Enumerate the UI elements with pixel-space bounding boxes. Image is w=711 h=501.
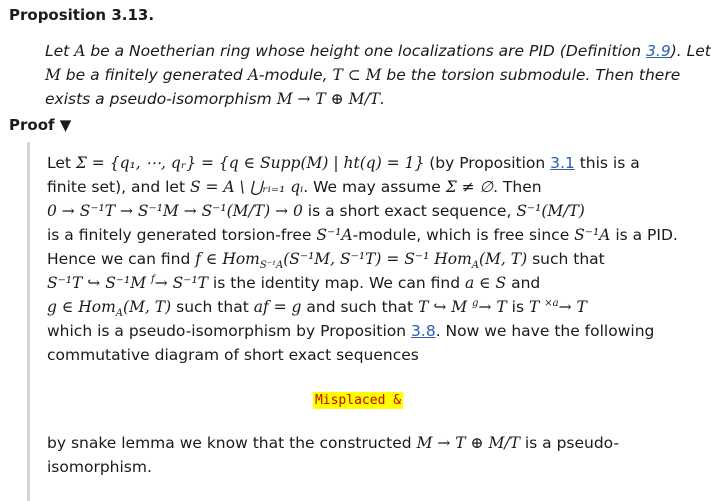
proof-text-run: is a finitely generated torsion-free <box>47 226 317 244</box>
math-target: T <box>491 298 507 316</box>
proof-text-run: Let <box>47 154 76 172</box>
proof-text-run: such that <box>527 250 605 268</box>
math-args: (M, T) <box>123 298 172 316</box>
proof-block <box>27 142 676 501</box>
proof-line-9: commutative diagram of short exact sequences <box>47 346 419 364</box>
proof-text-run: by snake lemma we know that the constructed <box>47 434 417 452</box>
math-target: S⁻¹T <box>167 274 208 292</box>
arrow-label: g <box>472 297 479 309</box>
statement-text: -module, <box>258 66 333 84</box>
math-A: A <box>74 42 86 60</box>
math-A: A <box>247 66 259 84</box>
labeled-arrow: $^f$→ <box>151 273 168 292</box>
proof-text-run: (by Proposition <box>424 154 551 172</box>
proposition-statement <box>45 40 711 112</box>
arrow-label: ×a <box>544 297 559 309</box>
proof-text <box>47 151 678 479</box>
statement-text: be the torsion submodule. Then there <box>381 66 681 84</box>
math-hom-equality: (S⁻¹M, S⁻¹T) = S⁻¹ Hom <box>283 250 472 268</box>
proof-text-run: this is a <box>574 154 640 172</box>
proof-toggle[interactable]: Proof ▼ <box>9 116 72 134</box>
arrow-label: f <box>151 273 155 285</box>
proof-text-run: . Then <box>493 178 542 196</box>
render-error: Misplaced & <box>314 393 402 408</box>
math-subscript: S⁻¹A <box>259 260 284 272</box>
math-inclusion: S⁻¹T ↪ S⁻¹M <box>47 274 152 292</box>
math-hom: f ∈ Hom <box>195 250 260 268</box>
proof-text-run: and <box>506 274 541 292</box>
math-sigma-set: Σ = {q₁, ⋯, qᵣ} = {q ∈ Supp(M) | ht(q) = 1} <box>75 154 425 172</box>
proof-line-2 <box>47 175 669 199</box>
math-inclusion: T ↪ M <box>418 298 473 316</box>
math-S-inv-A: S⁻¹A <box>316 226 353 244</box>
proof-line-5 <box>47 247 669 271</box>
proof-text-run: . Now we have the following <box>435 322 655 340</box>
proof-line-8 <box>47 319 669 343</box>
math-S-def: S = A \ ⋃ᵣᵢ₌₁ qᵢ <box>189 178 304 196</box>
math-af-eq-g: af = g <box>253 298 302 316</box>
proof-text-run: which is a pseudo-isomorphism by Proposition <box>47 322 412 340</box>
statement-line-1 <box>45 40 711 64</box>
math-quotient: S⁻¹(M/T) <box>516 202 585 220</box>
proof-text-run: such that <box>171 298 254 316</box>
statement-line-2 <box>45 64 681 88</box>
proof-text-run: is a pseudo- <box>519 434 620 452</box>
proof-text-run: is <box>506 298 529 316</box>
proposition-label: Proposition <box>9 6 107 24</box>
math-hom: g ∈ Hom <box>47 298 116 316</box>
math-source: T <box>528 298 545 316</box>
labeled-arrow: $^{\times a}$→ <box>544 297 572 316</box>
statement-text: . <box>380 90 385 108</box>
math-M: M <box>45 66 61 84</box>
statement-text: be a Noetherian ring whose height one localizations are PID (Definition <box>85 42 647 60</box>
proof-text-run: -module, which is free since <box>352 226 575 244</box>
proof-line-10 <box>47 431 669 455</box>
statement-text: exists a pseudo-isomorphism <box>45 90 277 108</box>
math-map: M → T ⊕ M/T <box>276 90 381 108</box>
statement-text: ). Let <box>670 42 711 60</box>
math-sigma-nonempty: Σ ≠ ∅ <box>445 178 494 196</box>
proof-line-7 <box>47 295 669 319</box>
math-exact-sequence: 0 → S⁻¹T → S⁻¹M → S⁻¹(M/T) → 0 <box>47 202 303 220</box>
proof-text-run: Hence we can find <box>47 250 196 268</box>
proposition-link[interactable]: 3.8 <box>411 322 436 340</box>
math-subscript: A <box>471 260 479 272</box>
proof-text-run: is the identity map. We can find <box>208 274 465 292</box>
proposition-link[interactable]: 3.1 <box>550 154 575 172</box>
math-a-in-S: a ∈ S <box>464 274 507 292</box>
proof-text-run: is a PID. <box>610 226 678 244</box>
proof-line-1 <box>47 151 669 175</box>
math-S-inv-A: S⁻¹A <box>574 226 611 244</box>
render-error-wrap <box>47 387 669 411</box>
labeled-arrow: $^g$→ <box>472 297 492 316</box>
math-subscript: A <box>115 308 124 320</box>
proof-text-run: . We may assume <box>303 178 446 196</box>
statement-line-3 <box>45 88 675 112</box>
math-T-subset-M: T ⊂ M <box>332 66 382 84</box>
math-map: M → T ⊕ M/T <box>416 434 520 452</box>
definition-link[interactable]: 3.9 <box>646 42 671 60</box>
proposition-number: 3.13. <box>111 6 155 24</box>
proof-line-4 <box>47 223 678 247</box>
proof-line-3 <box>47 199 669 223</box>
proposition-heading <box>9 6 154 24</box>
proof-line-6 <box>47 271 669 295</box>
proof-line-11: isomorphism. <box>47 458 152 476</box>
proof-text-run: finite set), and let <box>47 178 190 196</box>
statement-text: Let <box>45 42 75 60</box>
proof-text-run: and such that <box>301 298 419 316</box>
proof-text-run: is a short exact sequence, <box>302 202 517 220</box>
math-args: (M, T) <box>479 250 528 268</box>
statement-text: be a finitely generated <box>60 66 248 84</box>
math-target: T <box>571 298 587 316</box>
